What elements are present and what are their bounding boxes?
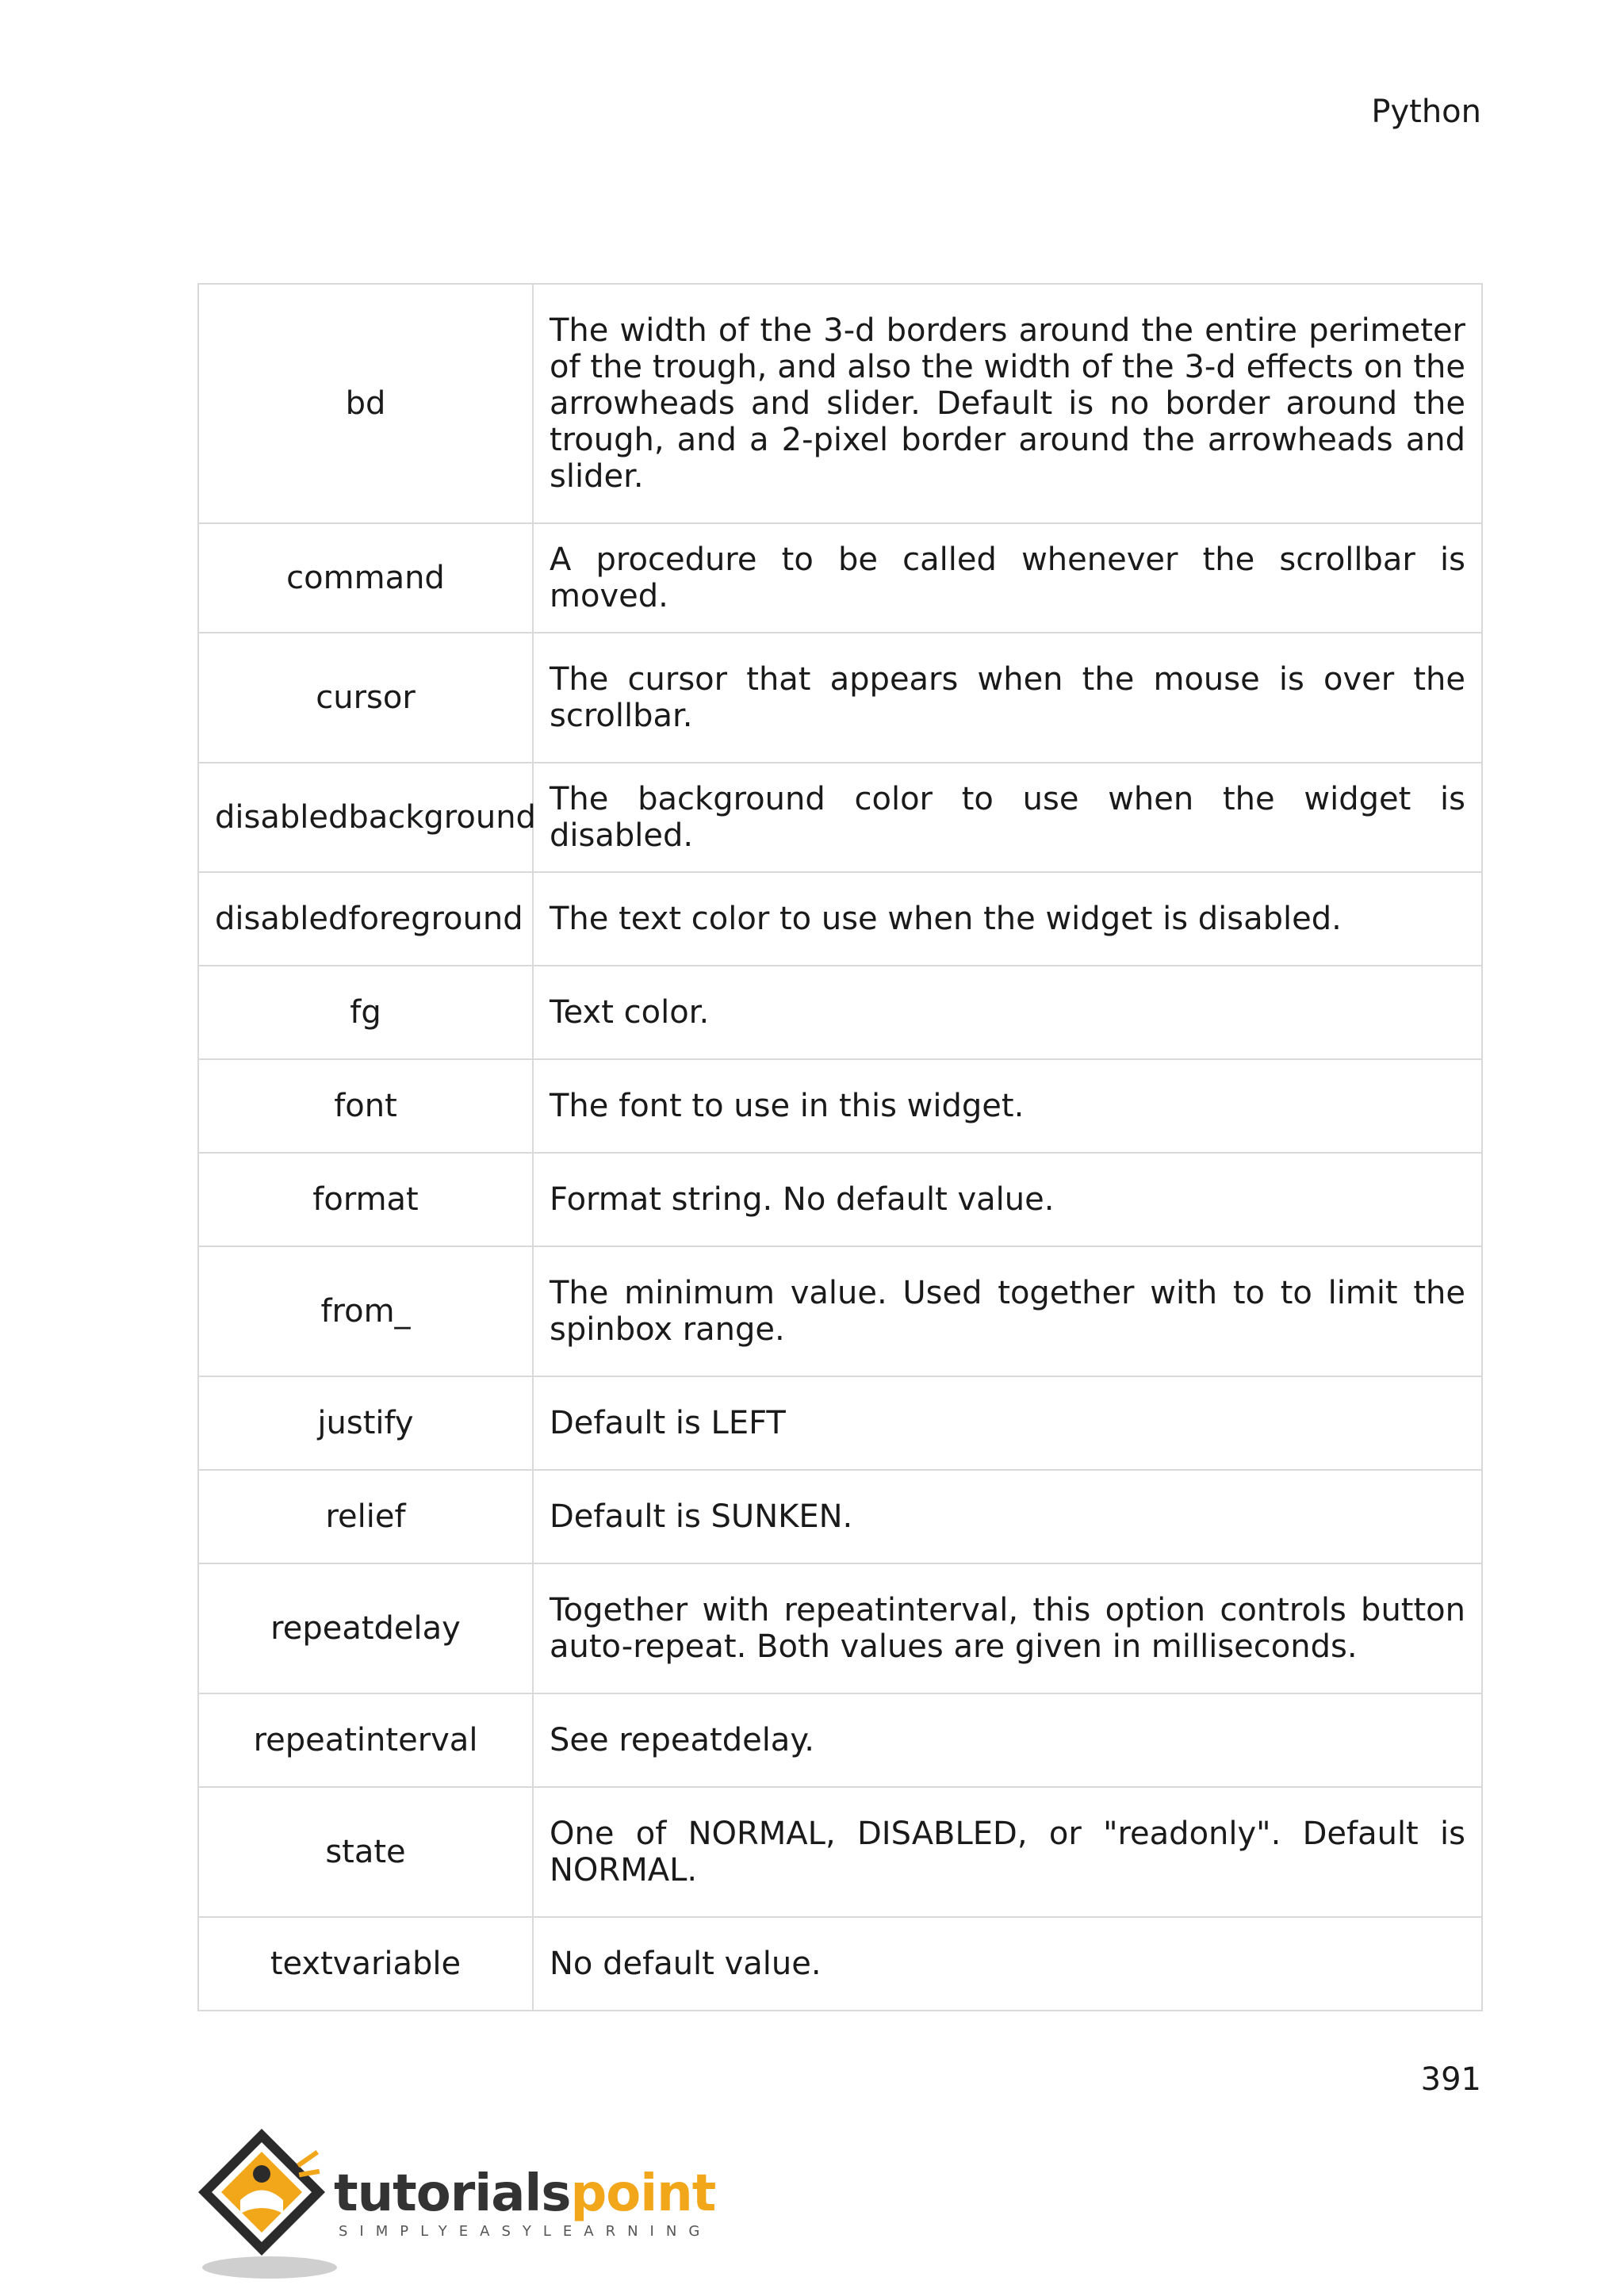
option-name: state	[198, 1787, 533, 1917]
table-row	[198, 1787, 1482, 1917]
table-row	[198, 523, 1482, 633]
option-description: The width of the 3-d borders around the entire perimeter of the trough, and also the width of the 3-d effects on the arrowheads and slider. Default is no border around the trough, and a 2-pixel border around the arrowheads and slider.	[533, 284, 1482, 523]
option-description: Default is SUNKEN.	[533, 1470, 1482, 1563]
option-description: The minimum value. Used together with to to limit the spinbox range.	[533, 1246, 1482, 1376]
option-name: command	[198, 523, 533, 633]
logo-wordmark	[334, 2166, 715, 2221]
options-table	[197, 283, 1483, 2011]
option-name: from_	[198, 1246, 533, 1376]
option-description: The text color to use when the widget is disabled.	[533, 872, 1482, 966]
table-row	[198, 966, 1482, 1059]
table-row	[198, 1693, 1482, 1787]
option-name: repeatinterval	[198, 1693, 533, 1787]
option-description: The cursor that appears when the mouse is over the scrollbar.	[533, 633, 1482, 763]
table-row	[198, 1470, 1482, 1563]
table-row	[198, 1917, 1482, 2011]
option-description: One of NORMAL, DISABLED, or "readonly". Default is NORMAL.	[533, 1787, 1482, 1917]
table-row	[198, 633, 1482, 763]
logo-word-part1: tutorials	[334, 2164, 571, 2223]
page-number: 391	[1420, 2061, 1481, 2098]
option-name: textvariable	[198, 1917, 533, 2011]
option-description: The background color to use when the widget is disabled.	[533, 763, 1482, 872]
logo-tagline: SIMPLYEASYLEARNING	[339, 2223, 712, 2240]
option-name: bd	[198, 284, 533, 523]
option-description: Format string. No default value.	[533, 1153, 1482, 1246]
tutorialspoint-logo	[194, 2125, 716, 2283]
page-header-title: Python	[1371, 94, 1481, 130]
table-row	[198, 763, 1482, 872]
options-table-body	[198, 284, 1482, 2011]
table-row	[198, 872, 1482, 966]
option-description: Text color.	[533, 966, 1482, 1059]
option-description: Together with repeatinterval, this option controls button auto-repeat. Both values are given in milliseconds.	[533, 1563, 1482, 1693]
option-name: disabledbackground	[198, 763, 533, 872]
logo-word-part2: point	[570, 2164, 716, 2223]
option-description: A procedure to be called whenever the scrollbar is moved.	[533, 523, 1482, 633]
option-name: fg	[198, 966, 533, 1059]
table-row	[198, 284, 1482, 523]
option-name: repeatdelay	[198, 1563, 533, 1693]
table-row	[198, 1376, 1482, 1470]
table-row	[198, 1153, 1482, 1246]
table-row	[198, 1563, 1482, 1693]
option-name: disabledforeground	[198, 872, 533, 966]
option-name: font	[198, 1059, 533, 1153]
logo-diamond-icon	[194, 2125, 337, 2283]
option-name: format	[198, 1153, 533, 1246]
option-name: justify	[198, 1376, 533, 1470]
option-name: cursor	[198, 633, 533, 763]
option-description: See repeatdelay.	[533, 1693, 1482, 1787]
option-name: relief	[198, 1470, 533, 1563]
option-description: No default value.	[533, 1917, 1482, 2011]
table-row	[198, 1246, 1482, 1376]
option-description: The font to use in this widget.	[533, 1059, 1482, 1153]
table-row	[198, 1059, 1482, 1153]
option-description: Default is LEFT	[533, 1376, 1482, 1470]
